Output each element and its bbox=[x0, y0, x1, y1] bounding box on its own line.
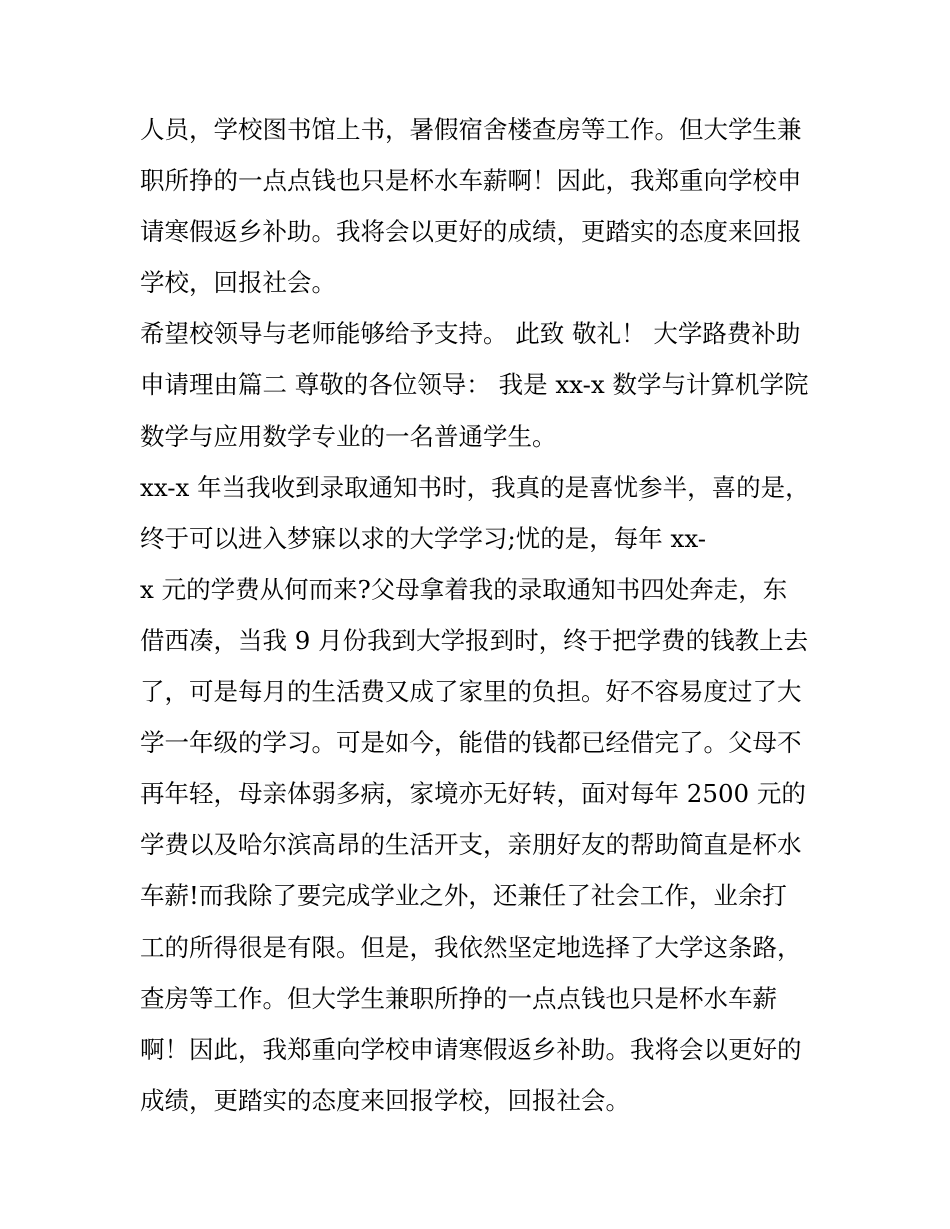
text-line: 查房等工作。但大学生兼职所挣的一点点钱也只是杯水车薪 bbox=[140, 983, 777, 1013]
text-line: 终于可以进入梦寐以求的大学学习;忧的是，每年 xx- bbox=[140, 523, 707, 553]
text-line: 成绩，更踏实的态度来回报学校，回报社会。 bbox=[140, 1085, 630, 1115]
text-line: 职所挣的一点点钱也只是杯水车薪啊！因此，我郑重向学校申 bbox=[140, 166, 802, 196]
text-line: 希望校领导与老师能够给予支持。 此致 敬礼！ 大学路费补助 bbox=[140, 319, 801, 349]
text-line: 再年轻，母亲体弱多病，家境亦无好转，面对每年 2500 元的 bbox=[140, 779, 806, 809]
text-line: 学校，回报社会。 bbox=[140, 268, 336, 298]
text-line: 数学与应用数学专业的一名普通学生。 bbox=[140, 421, 557, 451]
text-line: 啊！因此，我郑重向学校申请寒假返乡补助。我将会以更好的 bbox=[140, 1034, 802, 1064]
text-line: x 元的学费从何而来?父母拿着我的录取通知书四处奔走，东 bbox=[140, 574, 788, 604]
text-line: 了，可是每月的生活费又成了家里的负担。好不容易度过了大 bbox=[140, 677, 802, 707]
text-line: 人员，学校图书馆上书，暑假宿舍楼查房等工作。但大学生兼 bbox=[140, 115, 802, 144]
text-line: xx-x 年当我收到录取通知书时，我真的是喜忧参半，喜的是， bbox=[140, 472, 810, 502]
text-line: 请寒假返乡补助。我将会以更好的成绩，更踏实的态度来回报 bbox=[140, 217, 802, 247]
text-line: 学一年级的学习。可是如今，能借的钱都已经借完了。父母不 bbox=[140, 728, 802, 758]
body-text bbox=[140, 104, 830, 1126]
text-line: 学费以及哈尔滨高昂的生活开支，亲朋好友的帮助简直是杯水 bbox=[140, 830, 802, 860]
text-line: 借西凑，当我 9 月份我到大学报到时，终于把学费的钱教上去 bbox=[140, 625, 809, 655]
text-line: 工的所得很是有限。但是，我依然坚定地选择了大学这条路， bbox=[140, 932, 802, 962]
text-line: 申请理由篇二 尊敬的各位领导： 我是 xx-x 数学与计算机学院 bbox=[140, 370, 809, 400]
text-line: 车薪!而我除了要完成学业之外，还兼任了社会工作，业余打 bbox=[140, 881, 787, 911]
